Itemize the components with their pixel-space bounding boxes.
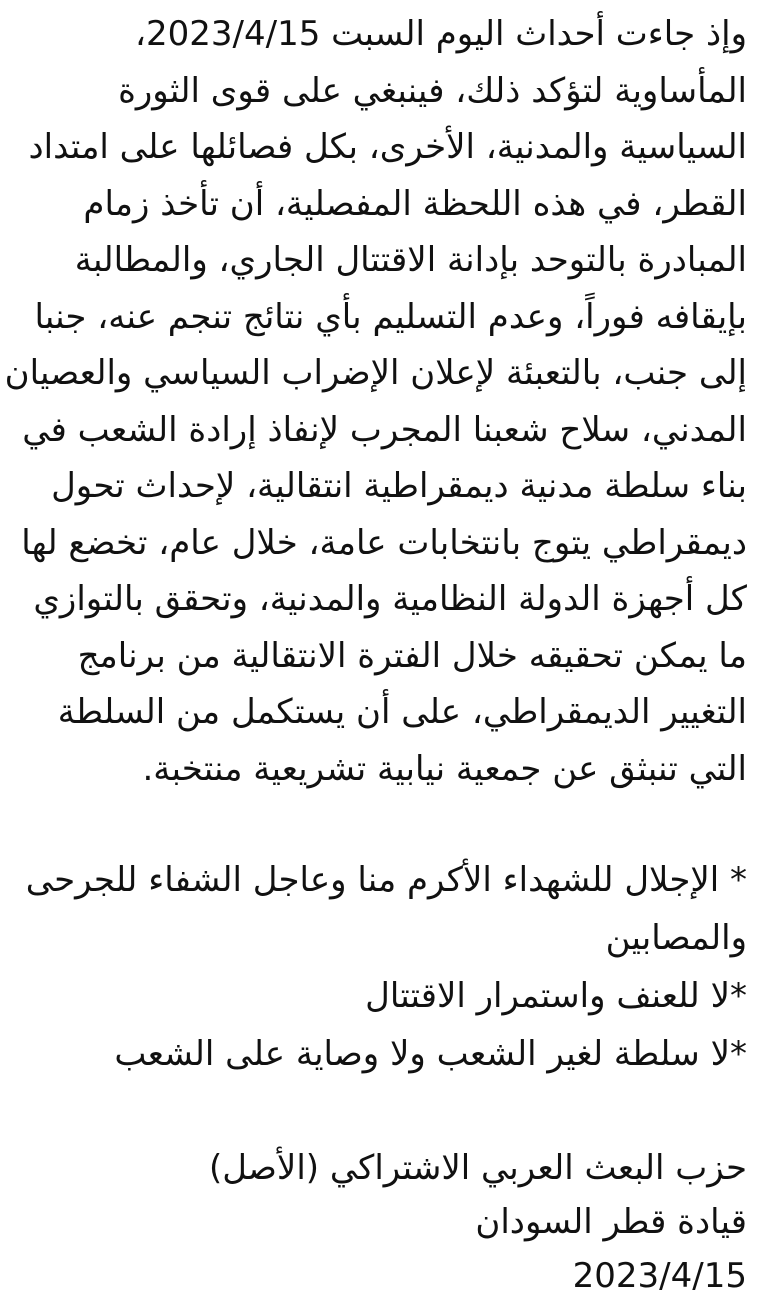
slogans-list xyxy=(0,851,747,1083)
statement-content xyxy=(0,6,747,1303)
party-name: حزب البعث العربي الاشتراكي (الأصل) xyxy=(209,1148,747,1188)
slogan-no-violence: *لا للعنف واستمرار الاقتتال xyxy=(365,976,747,1016)
body-paragraph: وإذ جاءت أحداث اليوم السبت 2023/4/15، المأساوية لتؤكد ذلك، فينبغي على قوى الثورة السياسية والمدنية، الأخرى، بكل فصائلها على امتداد القطر، في هذه اللحظة المفصلية، أن تأخذ زمام المبادرة بالتوحد بإدانة الاقتتال الجاري، والمطالبة بإيقافه فوراً، وعدم التسليم بأي نتائج تنجم عنه، جنبا إلى جنب، بالتعبئة لإعلان الإضراب السياسي والعصيان المدني، سلاح شعبنا المجرب لإنفاذ إرادة الشعب في بناء سلطة مدنية ديمقراطية انتقالية، لإحداث تحول ديمقراطي يتوج بانتخابات عامة، خلال عام، تخضع لها كل أجهزة الدولة النظامية والمدنية، وتحقق بالتوازي ما يمكن تحقيقه خلال الفترة الانتقالية من برنامج التغيير الديمقراطي، على أن يستكمل من السلطة التي تنبثق عن جمعية نيابية تشريعية منتخبة. xyxy=(4,14,747,789)
leadership-name: قيادة قطر السودان xyxy=(475,1202,747,1242)
signature-block xyxy=(0,1141,747,1303)
slogan-people-authority: *لا سلطة لغير الشعب ولا وصاية على الشعب xyxy=(114,1034,747,1074)
slogan-martyrs: * الإجلال للشهداء الأكرم منا وعاجل الشفاء للجرحى والمصابين xyxy=(25,860,747,958)
statement-date: 2023/4/15 xyxy=(572,1256,747,1296)
